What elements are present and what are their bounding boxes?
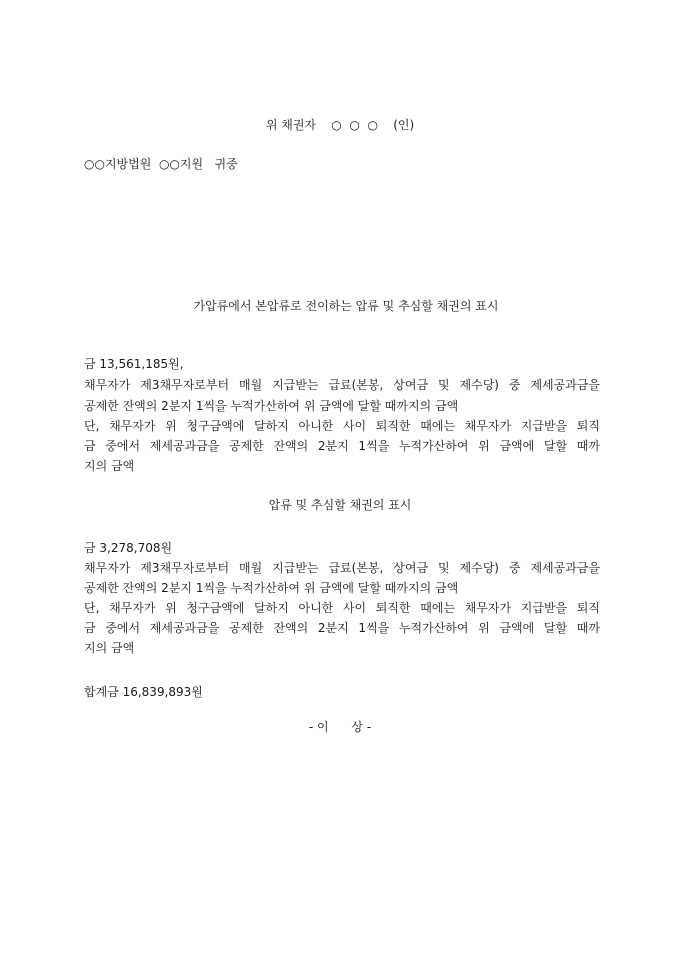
section1-line-3: 단, 채무자가 위 청구금액에 달하지 아니한 사이 퇴직한 때에는 채무자가 지급받을 퇴직 — [84, 419, 600, 433]
section2-line-3: 단, 채무자가 위 청구금액에 달하지 아니한 사이 퇴직한 때에는 채무자가 지급받을 퇴직 — [84, 601, 600, 615]
closing-mark: - 이 상 - — [308, 720, 372, 734]
section1-line-4: 금 중에서 제세공과금을 공제한 잔액의 2분지 1씩을 누적가산하여 위 금액에 달할 때까 — [84, 439, 600, 453]
section2-line-2: 공제한 잔액의 2분지 1씩을 누적가산하여 위 금액에 달할 때까지의 금액 — [84, 581, 459, 595]
creditor-signature-line: 위 채권자 ○ ○ ○ (인) — [265, 118, 415, 132]
section1-line-1: 채무자가 제3채무자로부터 매월 지급받는 급료(본봉, 상여금 및 제수당) 중 제세공과금을 — [84, 378, 600, 392]
section2-line-5: 지의 금액 — [84, 641, 135, 655]
section2-heading: 압류 및 추심할 채권의 표시 — [268, 498, 412, 512]
court-addressee-line: ○○지방법원 ○○지원 귀중 — [84, 157, 238, 171]
section2-amount: 금 3,278,708원 — [84, 541, 173, 555]
section2-line-1: 채무자가 제3채무자로부터 매월 지급받는 급료(본봉, 상여금 및 제수당) 중 제세공과금을 — [84, 561, 600, 575]
section1-line-5: 지의 금액 — [84, 459, 135, 473]
section1-line-2: 공제한 잔액의 2분지 1씩을 누적가산하여 위 금액에 달할 때까지의 금액 — [84, 399, 459, 413]
section1-heading: 가압류에서 본압류로 전이하는 압류 및 추심할 채권의 표시 — [193, 299, 499, 313]
section1-amount: 금 13,561,185원, — [84, 357, 184, 371]
section2-line-4: 금 중에서 제세공과금을 공제한 잔액의 2분지 1씩을 누적가산하여 위 금액에 달할 때까 — [84, 621, 600, 635]
total-amount: 합계금 16,839,893원 — [84, 685, 203, 699]
